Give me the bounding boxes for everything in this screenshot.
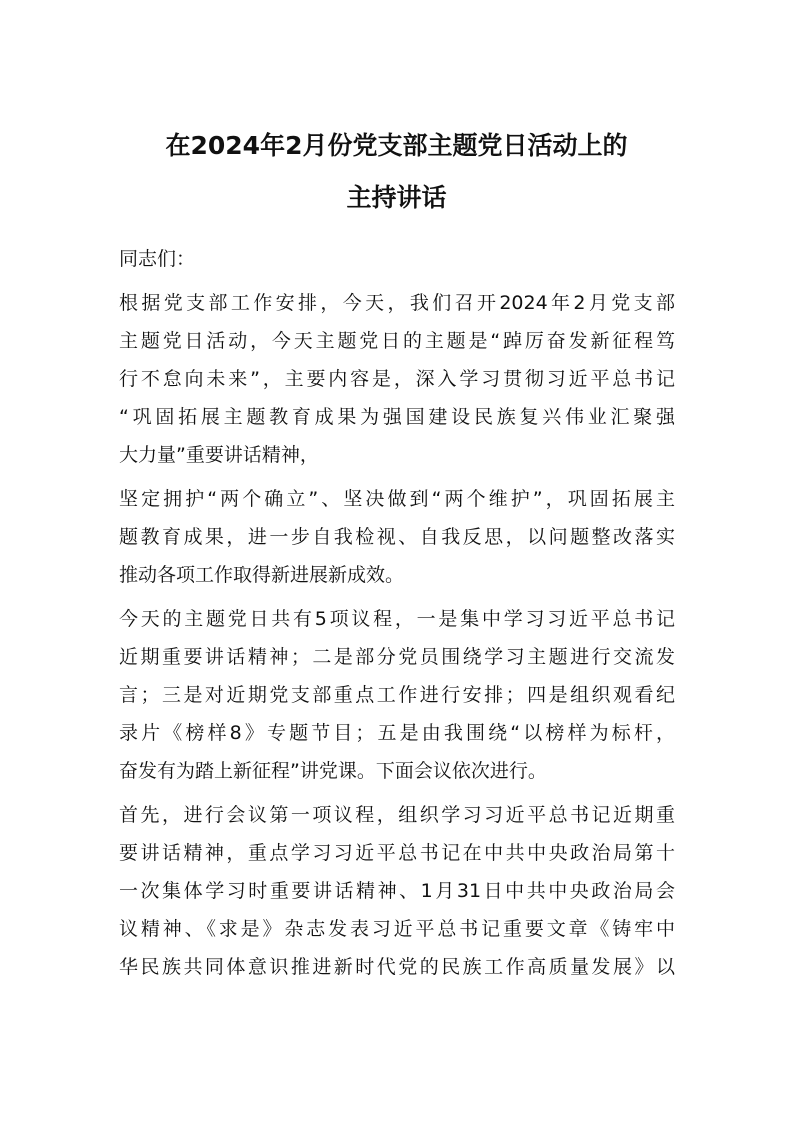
paragraph-line: 坚定拥护“两个确立”、坚决做到“两个维护”，巩固拓展主 — [119, 488, 675, 510]
paragraph-line: “巩固拓展主题教育成果为强国建设民族复兴伟业汇聚强 — [119, 406, 675, 428]
paragraph-line: 录片《榜样8》专题节目；五是由我围绕“以榜样为标杆， — [119, 722, 675, 744]
paragraph-line: 奋发有为踏上新征程”讲党课。下面会议依次进行。 — [119, 760, 547, 782]
paragraph-line: 近期重要讲话精神；二是部分党员围绕学习主题进行交流发 — [119, 646, 675, 668]
paragraph-4 — [119, 796, 675, 986]
salutation — [119, 240, 675, 278]
paragraph-line: 议精神、《求是》杂志发表习近平总书记重要文章《铸牢中 — [119, 918, 675, 940]
paragraph-line: 华民族共同体意识推进新时代党的民族工作高质量发展》以 — [119, 956, 675, 978]
paragraph-line: 主题党日活动，今天主题党日的主题是“踔厉奋发新征程笃 — [119, 330, 675, 352]
document-title — [100, 120, 693, 224]
paragraph-line: 今天的主题党日共有5项议程，一是集中学习习近平总书记 — [119, 608, 675, 630]
paragraph-2 — [119, 480, 675, 594]
title-line-2: 主持讲话 — [346, 183, 447, 212]
paragraph-line: 根据党支部工作安排，今天，我们召开2024年2月党支部 — [119, 292, 675, 314]
paragraph-line: 言；三是对近期党支部重点工作进行安排；四是组织观看纪 — [119, 684, 675, 706]
title-line-1: 在2024年2月份党支部主题党日活动上的 — [165, 131, 628, 160]
paragraph-1 — [119, 284, 675, 474]
document-body — [119, 240, 675, 986]
paragraph-3 — [119, 600, 675, 790]
salutation-text: 同志们： — [119, 248, 196, 270]
paragraph-line: 首先，进行会议第一项议程，组织学习习近平总书记近期重 — [119, 804, 675, 826]
paragraph-line: 行不怠向未来”，主要内容是，深入学习贯彻习近平总书记 — [119, 368, 675, 390]
paragraph-line: 大力量”重要讲话精神， — [119, 444, 319, 466]
paragraph-line: 推动各项工作取得新进展新成效。 — [119, 564, 405, 586]
paragraph-line: 一次集体学习时重要讲话精神、1月31日中共中央政治局会 — [119, 880, 675, 902]
paragraph-line: 题教育成果，进一步自我检视、自我反思，以问题整改落实 — [119, 526, 675, 548]
paragraph-line: 要讲话精神，重点学习习近平总书记在中共中央政治局第十 — [119, 842, 675, 864]
